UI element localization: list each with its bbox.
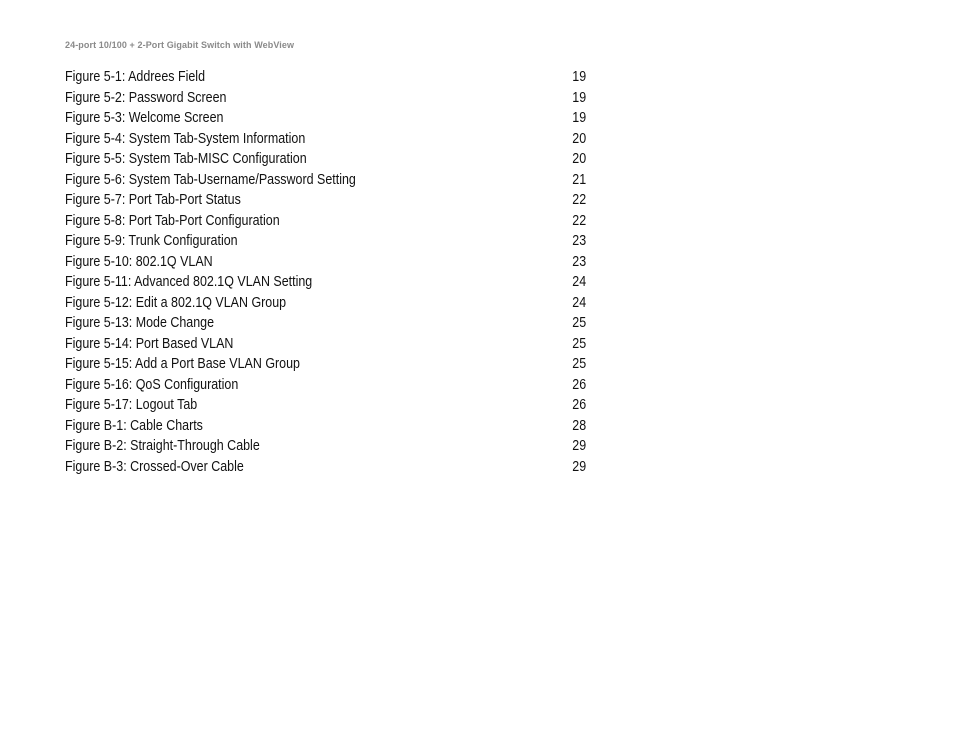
figure-page-number: 25 xyxy=(572,335,586,352)
figure-list-item xyxy=(65,334,586,355)
figure-page-number: 22 xyxy=(572,212,586,229)
figure-list-item xyxy=(65,129,586,150)
figure-page-number: 26 xyxy=(572,376,586,393)
figure-list-item xyxy=(65,416,586,437)
figure-page-number: 24 xyxy=(572,274,586,290)
figure-page-number: 28 xyxy=(572,417,586,434)
figure-list-item xyxy=(65,190,586,211)
running-header: 24-port 10/100 + 2-Port Gigabit Switch with WebView xyxy=(65,40,295,50)
figure-list-item xyxy=(65,252,586,273)
figure-page-number: 19 xyxy=(572,89,586,106)
figure-page-number: 19 xyxy=(572,110,586,126)
figure-list-item xyxy=(65,88,586,109)
figure-list-item xyxy=(65,354,586,375)
figure-title: Figure 5-5: System Tab-MISC Configuration xyxy=(65,151,307,167)
figure-title: Figure 5-7: Port Tab-Port Status xyxy=(65,192,241,208)
figure-page-number: 26 xyxy=(572,397,586,413)
figure-page-number: 29 xyxy=(572,458,586,475)
figure-page-number: 20 xyxy=(572,151,586,167)
figure-title: Figure 5-15: Add a Port Base VLAN Group xyxy=(65,356,300,372)
figure-list-item xyxy=(65,149,586,170)
figure-list xyxy=(65,67,586,477)
figure-page-number: 25 xyxy=(572,356,586,372)
figure-list-item xyxy=(65,395,586,416)
figure-list-item xyxy=(65,108,586,129)
figure-page-number: 23 xyxy=(572,253,586,270)
figure-list-item xyxy=(65,293,586,314)
figure-page-number: 21 xyxy=(572,171,586,188)
figure-title: Figure B-3: Crossed-Over Cable xyxy=(65,458,244,475)
figure-list-item xyxy=(65,457,586,478)
figure-title: Figure 5-6: System Tab-Username/Password Setting xyxy=(65,171,356,188)
figure-list-item xyxy=(65,170,586,191)
figure-title: Figure 5-9: Trunk Configuration xyxy=(65,233,238,249)
figure-title: Figure B-2: Straight-Through Cable xyxy=(65,438,260,454)
figure-title: Figure 5-14: Port Based VLAN xyxy=(65,335,234,352)
figure-list-item xyxy=(65,436,586,457)
figure-page-number: 25 xyxy=(572,315,586,331)
figure-title: Figure 5-11: Advanced 802.1Q VLAN Setting xyxy=(65,274,313,290)
figure-list-item xyxy=(65,272,586,293)
figure-page-number: 22 xyxy=(572,192,586,208)
figure-page-number: 24 xyxy=(572,294,586,311)
figure-title: Figure 5-12: Edit a 802.1Q VLAN Group xyxy=(65,294,287,311)
figure-page-number: 20 xyxy=(572,130,586,147)
figure-title: Figure 5-10: 802.1Q VLAN xyxy=(65,253,213,270)
figure-title: Figure B-1: Cable Charts xyxy=(65,417,203,434)
figure-title: Figure 5-16: QoS Configuration xyxy=(65,376,239,393)
figure-title: Figure 5-8: Port Tab-Port Configuration xyxy=(65,212,280,229)
figure-page-number: 29 xyxy=(572,438,586,454)
figure-list-item xyxy=(65,211,586,232)
figure-page-number: 19 xyxy=(572,69,586,85)
figure-page-number: 23 xyxy=(572,233,586,249)
figure-list-item xyxy=(65,231,586,252)
figure-title: Figure 5-13: Mode Change xyxy=(65,315,215,331)
figure-title: Figure 5-3: Welcome Screen xyxy=(65,110,224,126)
figure-list-item xyxy=(65,375,586,396)
figure-title: Figure 5-4: System Tab-System Information xyxy=(65,130,306,147)
figure-title: Figure 5-2: Password Screen xyxy=(65,89,227,106)
figure-list-item xyxy=(65,313,586,334)
figure-title: Figure 5-1: Addrees Field xyxy=(65,69,206,85)
figure-title: Figure 5-17: Logout Tab xyxy=(65,397,198,413)
figure-list-item xyxy=(65,67,586,88)
